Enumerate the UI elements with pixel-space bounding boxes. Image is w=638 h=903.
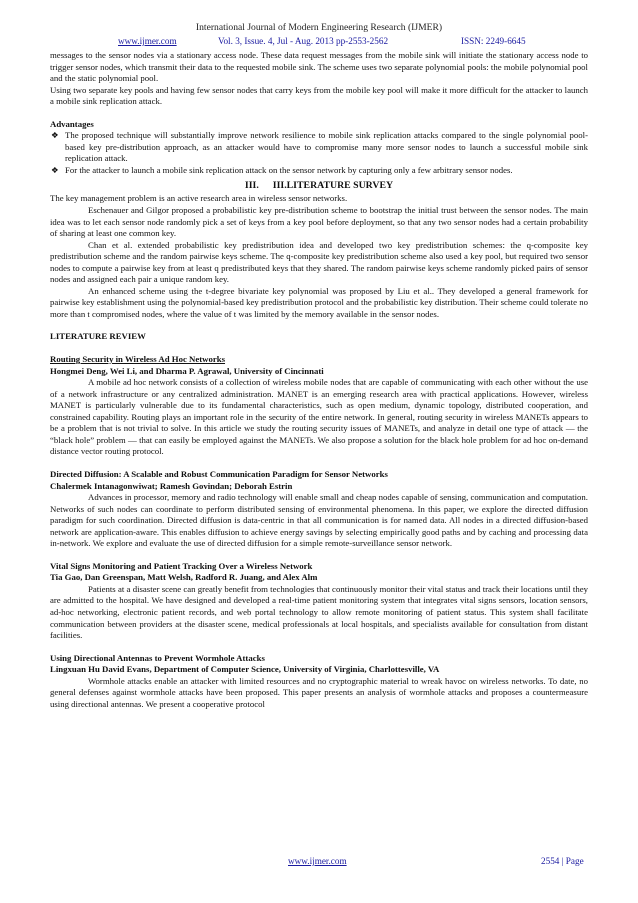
entry-authors: Hongmei Deng, Wei Li, and Dharma P. Agrawal, University of Cincinnati: [50, 365, 324, 376]
page-footer: [0, 856, 638, 870]
spacer: [50, 642, 588, 653]
page-header: [0, 22, 638, 48]
entry-authors: Chalermek Intanagonwiwat; Ramesh Govindan; Deborah Estrin: [50, 480, 293, 491]
spacer: [50, 343, 588, 354]
footer-url-link[interactable]: www.ijmer.com: [288, 856, 347, 866]
paragraph: The key management problem is an active research area in wireless sensor networks.: [50, 193, 348, 204]
review-entry: [50, 561, 588, 642]
review-entry: [50, 653, 588, 711]
page-number: 2554 | Page: [541, 856, 584, 866]
entry-title: Using Directional Antennas to Prevent Wormhole Attacks: [50, 652, 265, 663]
advantage-item: [50, 165, 588, 177]
issn-info: ISSN: 2249-6645: [461, 36, 526, 46]
spacer: [50, 550, 588, 561]
journal-url-link[interactable]: www.ijmer.com: [118, 36, 177, 46]
journal-title: International Journal of Modern Engineering Research (IJMER): [195, 22, 443, 33]
entry-abstract: A mobile ad hoc network consists of a collection of wireless mobile nodes that are capable of communicating with each other without the use of a network infrastructure or any centralized administration. MANET is an emerging research area with practical applications. However, wireless MANET is particularly vulnerable due to its fundamental characteristics, such as open medium, dynamic topology, distributed cooperation, and constrained capability. Routing plays an important role in the security of the entire network. In general, routing security in wireless MANETs appears to be a problem that is not trivial to solve. In this article we study the routing security issues of MANETs, and analyze in detail one type of attack — the “black hole” problem — that can easily be employed against the MANETs. We also propose a solution for the black hole problem for ad hoc on-demand distance vector routing protocol.: [50, 377, 588, 457]
paragraph: Eschenauer and Gilgor proposed a probabilistic key pre-distribution scheme to bootstrap the initial trust between the sensor nodes. The main idea was to let each sensor node randomly pick a set of keys from a key pool before deployment, so that any two sensor nodes had a certain probability of sharing at least one common key.: [50, 205, 588, 239]
diamond-bullet-icon: ❖: [51, 164, 59, 175]
paragraph: An enhanced scheme using the t-degree bivariate key polynomial was proposed by Liu et al.. They developed a general framework for pairwise key establishment using the polynomial-based key predistribution protocol and the probabilistic key distribution. Their scheme could tolerate no more than t compromised nodes, where the value of t was limited by the memory available in the sensor nodes.: [50, 285, 588, 319]
section-number: III.: [244, 180, 259, 192]
diamond-bullet-icon: ❖: [51, 130, 59, 141]
entry-abstract: Wormhole attacks enable an attacker with limited resources and no cryptographic material to wreak havoc on wireless networks. To date, no general defenses against wormhole attacks have been proposed. This paper presents an analysis of wormhole attacks and proposes a countermeasure using directional antennas. We present a cooperative protocol: [50, 675, 588, 709]
spacer: [50, 108, 588, 119]
paragraph: messages to the sensor nodes via a stationary access node. These data request messages from the mobile sink will initiate the stationary access node to trigger sensor nodes, which transmit their data to the requested mobile sink. The scheme uses two separate polynomial pools: the mobile polynomial pool and the static polynomial pool.: [50, 50, 588, 84]
spacer: [50, 458, 588, 469]
paragraph: Using two separate key pools and having few sensor nodes that carry keys from the mobile key pool will make it more difficult for the attacker to launch a mobile sink replication attack.: [50, 84, 588, 107]
article-body: [50, 50, 588, 710]
entry-title: Directed Diffusion: A Scalable and Robust Communication Paradigm for Sensor Networks: [50, 468, 388, 479]
advantage-text: The proposed technique will substantially improve network resilience to mobile sink replication attacks compared to the single polynomial pool-based key pre-distribution approach, as an attacker would have to compromise many more sensor nodes to launch a successful mobile sink replication attack.: [65, 130, 588, 164]
advantage-item: [50, 130, 588, 165]
advantage-text: For the attacker to launch a mobile sink replication attack on the sensor network by capturing only a few arbitrary sensor nodes.: [65, 164, 513, 175]
paragraph: Chan et al. extended probabilistic key predistribution idea and developed two key predistribution schemes: the q-composite key predistribution scheme and the random pairwise keys scheme. The q-composite key predistribution scheme also used a key pool, but required two sensor nodes to compute a pairwise key from at least q predistributed keys that they shared. The random pairwise keys scheme randomly picked pairs of sensor nodes and assigned each pair a unique random key.: [50, 239, 588, 285]
entry-abstract: Patients at a disaster scene can greatly benefit from technologies that continuously monitor their vital status and track their locations until they are admitted to the hospital. We have designed and developed a real-time patient monitoring system that integrates vital signs sensors, location sensors, ad-hoc networking, electronic patient records, and web portal technology to allow remote monitoring of patient status. This system shall facilitate communication between providers at the disaster scene, medical professionals at local hospitals, and specialists available for consultation from distant facilities.: [50, 583, 588, 641]
advantages-heading: Advantages: [50, 118, 94, 129]
review-entry: [50, 469, 588, 550]
volume-info: Vol. 3, Issue. 4, Jul - Aug. 2013 pp-2553-2562: [218, 36, 389, 46]
spacer: [50, 320, 588, 331]
entry-title: Routing Security in Wireless Ad Hoc Networks: [50, 354, 226, 365]
section-title: III.LITERATURE SURVEY: [272, 180, 394, 192]
review-heading: LITERATURE REVIEW: [50, 331, 146, 342]
entry-title: Vital Signs Monitoring and Patient Tracking Over a Wireless Network: [50, 560, 313, 571]
section-heading: [50, 179, 588, 192]
review-entry: [50, 354, 588, 458]
header-meta: [0, 35, 638, 48]
entry-abstract: Advances in processor, memory and radio technology will enable small and cheap nodes capable of sensing, communication and computation. Networks of such nodes can coordinate to perform distributed sensing of environmental phenomena. In this paper, we explore the directed diffusion paradigm for such coordination. Directed diffusion is data-centric in that all communication is for named data. All nodes in a directed diffusion-based network are application-aware. This enables diffusion to achieve energy savings by selecting empirically good paths and by caching and processing data in-network. We explore and evaluate the use of directed diffusion for a simple remote-surveillance sensor network.: [50, 492, 588, 549]
entry-authors: Lingxuan Hu David Evans, Department of Computer Science, University of Virginia, Charlottesville, VA: [50, 664, 440, 675]
entry-authors: Tia Gao, Dan Greenspan, Matt Welsh, Radford R. Juang, and Alex Alm: [50, 572, 318, 583]
